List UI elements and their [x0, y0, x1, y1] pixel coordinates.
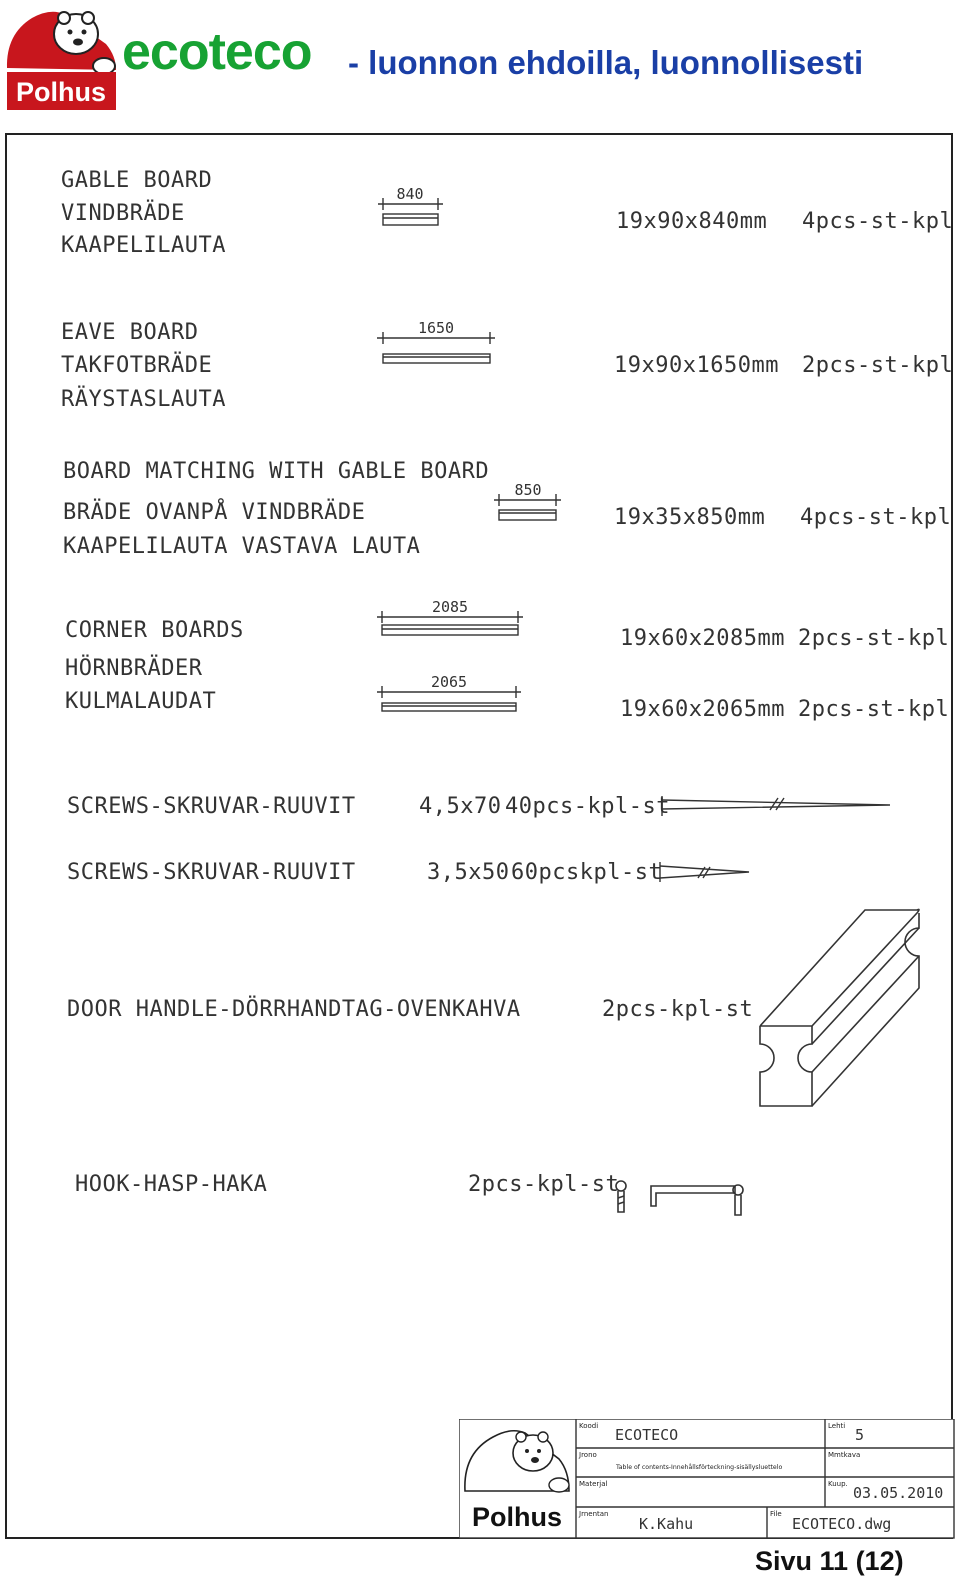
screw-quantity: 60pcskpl-st	[511, 860, 663, 885]
file-label: File	[770, 1510, 782, 1518]
hook-quantity: 2pcs-kpl-st	[468, 1172, 620, 1197]
page-number: Sivu 11 (12)	[755, 1546, 904, 1576]
item-label: KAAPELILAUTA	[61, 233, 226, 258]
screw-label: SCREWS-SKRUVAR-RUUVIT	[67, 794, 356, 819]
item-quantity: 4pcs-st-kpl	[800, 505, 952, 530]
item-dimensions: 19x60x2085mm	[620, 626, 785, 651]
item-label: KULMALAUDAT	[65, 689, 217, 714]
item-dimensions: 19x90x840mm	[616, 209, 768, 234]
kuup-value: 03.05.2010	[853, 1484, 944, 1502]
item-label: KAAPELILAUTA VASTAVA LAUTA	[63, 534, 421, 559]
item-label: EAVE BOARD	[61, 320, 199, 345]
door-handle-label: DOOR HANDLE-DÖRRHANDTAG-OVENKAHVA	[67, 997, 521, 1022]
title-block	[459, 1419, 955, 1539]
screw-50-drawing	[660, 862, 749, 882]
brand-name: ecoteco	[122, 23, 312, 81]
door-handle-drawing	[760, 909, 919, 1106]
item-quantity: 2pcs-st-kpl	[798, 697, 950, 722]
item-label: TAKFOTBRÄDE	[61, 353, 213, 378]
length-label: 2065	[430, 673, 468, 691]
kuup-label: Kuup.	[828, 1480, 848, 1488]
suunnittelija-label: Jrnentan	[579, 1510, 609, 1518]
item-label: CORNER BOARDS	[65, 618, 244, 643]
lehti-value: 5	[855, 1426, 865, 1444]
item-quantity: 2pcs-st-kpl	[802, 353, 954, 378]
file-value: ECOTECO.dwg	[792, 1515, 892, 1533]
length-label: 1650	[417, 319, 455, 337]
length-label: 840	[396, 185, 424, 203]
screw-size: 3,5x50	[427, 860, 510, 885]
length-label: 850	[514, 481, 542, 499]
screw-size: 4,5x70	[419, 794, 502, 819]
item-label: BRÄDE OVANPÅ VINDBRÄDE	[63, 500, 366, 525]
length-label: 2085	[431, 598, 469, 616]
item-dimensions: 19x60x2065mm	[620, 697, 785, 722]
materiaali-label: Materjal	[579, 1480, 608, 1488]
title-block-logo-text: Polhus	[471, 1502, 563, 1532]
screw-quantity: 40pcs-kpl-st	[505, 794, 670, 819]
door-handle-quantity: 2pcs-kpl-st	[602, 997, 754, 1022]
suunnittelija-value: K.Kahu	[639, 1515, 694, 1533]
slogan: - luonnon ehdoilla, luonnollisesti	[348, 44, 864, 81]
screw-label: SCREWS-SKRUVAR-RUUVIT	[67, 860, 356, 885]
item-label: RÄYSTASLAUTA	[61, 387, 226, 412]
item-quantity: 4pcs-st-kpl	[802, 209, 954, 234]
item-dimensions: 19x35x850mm	[614, 505, 766, 530]
mittakaava-label: Mmtkava	[828, 1451, 861, 1459]
juonto-label: Jrono	[579, 1451, 597, 1459]
logo-text: Polhus	[15, 77, 107, 107]
koodi-label: Koodi	[579, 1422, 599, 1430]
item-dimensions: 19x90x1650mm	[614, 353, 779, 378]
hook-drawing	[616, 1181, 743, 1215]
koodi-value: ECOTECO	[615, 1426, 679, 1444]
item-label: HÖRNBRÄDER	[65, 656, 203, 681]
screw-70-drawing	[662, 796, 890, 816]
juonto-value: Table of contents-Innehållsförteckning-sisällysluettelo	[616, 1464, 783, 1471]
hook-label: HOOK-HASP-HAKA	[75, 1172, 268, 1197]
item-label: VINDBRÄDE	[61, 201, 185, 226]
item-label: GABLE BOARD	[61, 168, 213, 193]
item-quantity: 2pcs-st-kpl	[798, 626, 950, 651]
lehti-label: Lehti	[828, 1422, 846, 1430]
item-label: BOARD MATCHING WITH GABLE BOARD	[63, 459, 490, 484]
